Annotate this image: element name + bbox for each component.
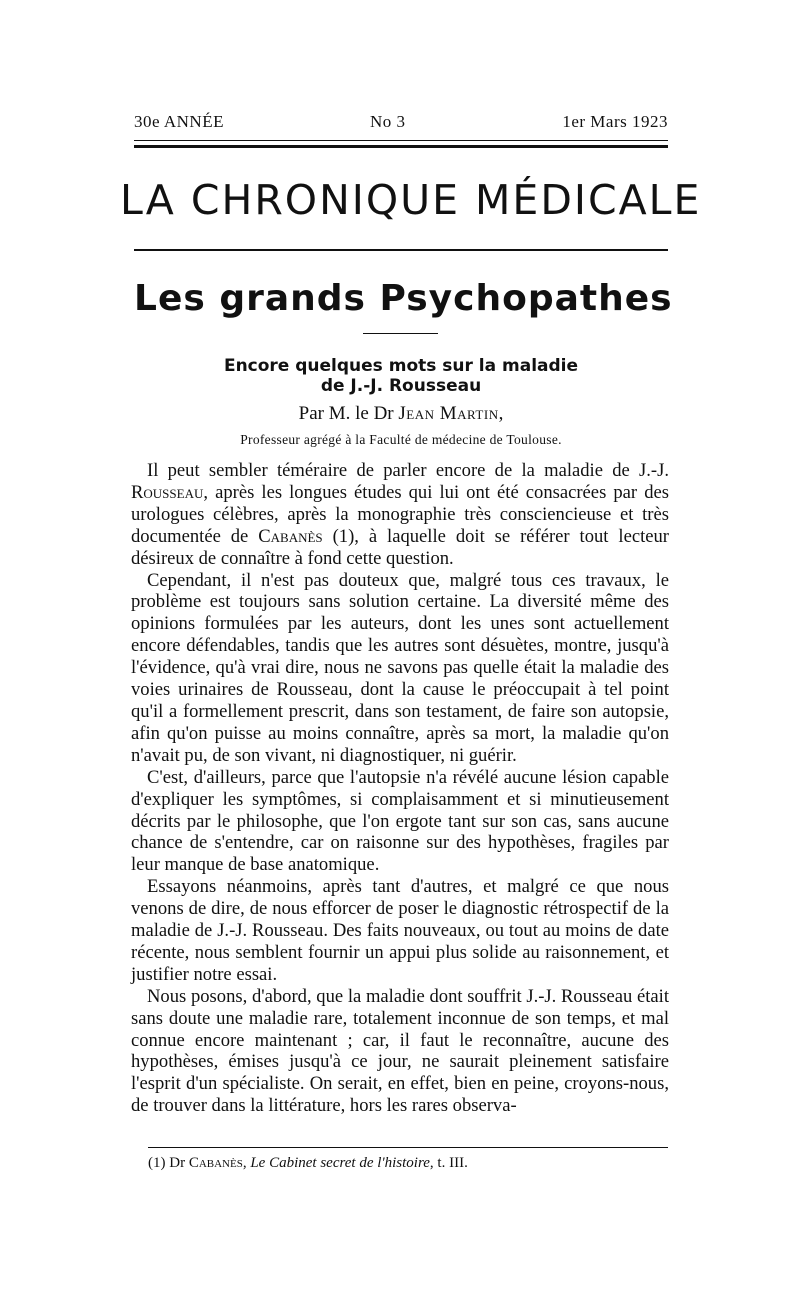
paragraph-1 [131,460,669,570]
header-rule-thick [134,145,668,148]
name-cabanes: Cabanès [258,525,323,547]
footnote-volume: , t. III. [429,1155,468,1171]
paragraph-4: Essayons néanmoins, après tant d'autres, et malgré ce que nous venons de dire, de nous efforcer de poser le diagnostic rétrospectif de la maladie de J.-J. Rousseau. Des faits nouveaux, ou tout au moins de date récente, nous semblent fournir un appui plus solide au raisonnement, et justifier notre essai. [131,876,669,985]
paragraph-2: Cependant, il n'est pas douteux que, malgré tous ces travaux, le problème est toujours sans solution certaine. La diversité même des opinions formulées par les auteurs, dont les unes sont actuellement encore défendables, tandis que les autres sont désuètes, montre, jusqu'à l'évidence, qu'à vrai dire, nous ne savons pas quelle était la maladie des voies urinaires de Rousseau, dont la cause le préoccupait à tel point qu'il a formellement prescrit, dans son testament, de faire son autopsie, afin qu'on puisse au moins connaître, après sa mort, la maladie qu'on n'avait pu, de son vivant, ni diagnostiquer, ni guérir. [131,569,669,766]
footnote [148,1155,668,1172]
byline-prefix: Par M. le Dr [298,403,399,424]
header-issue-number: No 3 [370,112,406,131]
header-year: 30e ANNÉE [134,112,224,131]
byline [134,403,668,425]
title-rule [134,249,668,251]
footnote-rule [148,1147,668,1148]
paragraph-1-text-c: , après les longues études qui lui ont été consacrées par des urologues célèbres, après la monographie très consciencieuse et très documentée de [131,481,669,547]
footnote-author: Cabanès [188,1155,243,1171]
header-rule-thin [134,140,668,141]
title-divider [363,333,438,334]
byline-suffix: , [498,403,504,424]
article-title: Les grands Psychopathes [134,278,673,319]
article-body [131,460,669,1117]
footnote-work-title: Le Cabinet secret de l'histoire [250,1155,430,1171]
footnote-marker: (1) Dr [148,1155,189,1171]
footnote-separator: , [242,1155,251,1171]
running-header [134,112,668,138]
subtitle-line-1: Encore quelques mots sur la maladie [223,356,579,376]
author-name: Jean Martin [398,403,499,424]
header-date: 1er Mars 1923 [562,112,668,131]
subtitle-line-2: de J.-J. Rousseau [320,376,482,396]
article-subtitle [134,356,668,396]
paragraph-3: C'est, d'ailleurs, parce que l'autopsie n'a révélé aucune lésion capable d'expliquer les symptômes, si complaisamment et si minutieusement décrits par le philosophe, que l'on ergote tant sur son cas, sans aucune chance de s'entendre, car on raisonne sur des hypothèses, fragiles par leur manque de base anatomique. [131,766,669,876]
paragraph-1-text-a: Il peut sembler téméraire de parler encore de la maladie de J.-J. [147,460,669,481]
paragraph-5: Nous posons, d'abord, que la maladie dont souffrit J.-J. Rousseau était sans doute une maladie rare, totalement inconnue de son temps, et mal connue encore maintenant ; car, il faut le reconnaître, aucune des hypothèses, émises jusqu'à ce jour, ne saurait pleinement satisfaire l'esprit d'un spécialiste. On serait, en effet, bien en peine, croyons-nous, de trouver dans la littérature, hors les rares observa- [131,985,669,1117]
author-affiliation: Professeur agrégé à la Faculté de médecine de Toulouse. [240,432,562,447]
paragraph-1-text-e: (1), à laquelle doit se référer tout lecteur désireux de connaître à fond cette question. [131,525,669,569]
journal-title: LA CHRONIQUE MÉDICALE [120,176,702,224]
name-rousseau: Rousseau [131,481,204,503]
